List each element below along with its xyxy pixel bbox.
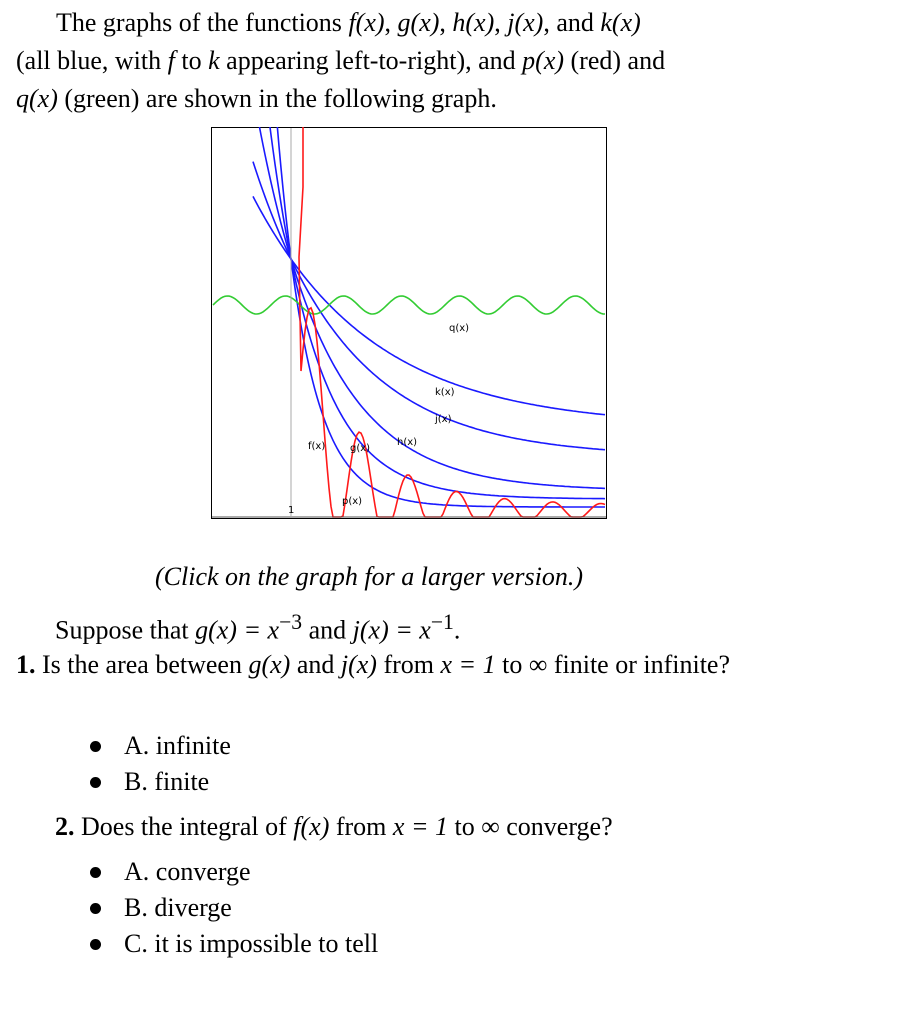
label-k: k(x)	[435, 387, 455, 398]
label-p: p(x)	[342, 496, 363, 507]
question-2: 2. Does the integral of f(x) from x = 1 to ∞ converge?	[55, 812, 613, 841]
label-j: j(x)	[435, 414, 452, 425]
function-graph-link[interactable]	[211, 127, 607, 519]
q1-option-a[interactable]: A. infinite	[86, 728, 231, 764]
intro-line-3: q(x) (green) are shown in the following graph.	[16, 84, 497, 113]
label-h: h(x)	[397, 437, 418, 448]
question-1: 1. Is the area between g(x) and j(x) from x = 1 to ∞ finite or infinite?	[16, 650, 731, 679]
given-functions: Suppose that $g(x) = x^{-3}$ and $j(x) = x^{-1}$.	[55, 610, 461, 645]
bullet	[90, 939, 101, 950]
question-1-number: 1.	[16, 650, 36, 679]
question-2-options	[86, 854, 378, 962]
label-q: q(x)	[449, 323, 470, 334]
question-2-number: 2.	[55, 812, 75, 841]
bullet	[90, 777, 101, 788]
bullet	[90, 903, 101, 914]
bullet	[90, 867, 101, 878]
intro-line-2: (all blue, with f to k appearing left-to-right), and p(x) (red) and	[16, 46, 666, 75]
function-graph	[211, 127, 607, 519]
graph-frame	[212, 128, 607, 519]
label-f: f(x)	[308, 441, 326, 452]
q2-option-c[interactable]: C. it is impossible to tell	[86, 926, 378, 962]
q1-option-b[interactable]: B. finite	[86, 764, 231, 800]
label-g: g(x)	[350, 443, 371, 454]
question-1-options	[86, 728, 231, 800]
intro-line-1: The graphs of the functions f(x), g(x), h(x), j(x), and k(x)	[56, 8, 641, 37]
problem-intro	[16, 4, 896, 118]
x-tick-label-1: 1	[288, 505, 295, 516]
bullet	[90, 741, 101, 752]
graph-caption: (Click on the graph for a larger version.)	[155, 562, 583, 591]
q2-option-b[interactable]: B. diverge	[86, 890, 378, 926]
q2-option-a[interactable]: A. converge	[86, 854, 378, 890]
